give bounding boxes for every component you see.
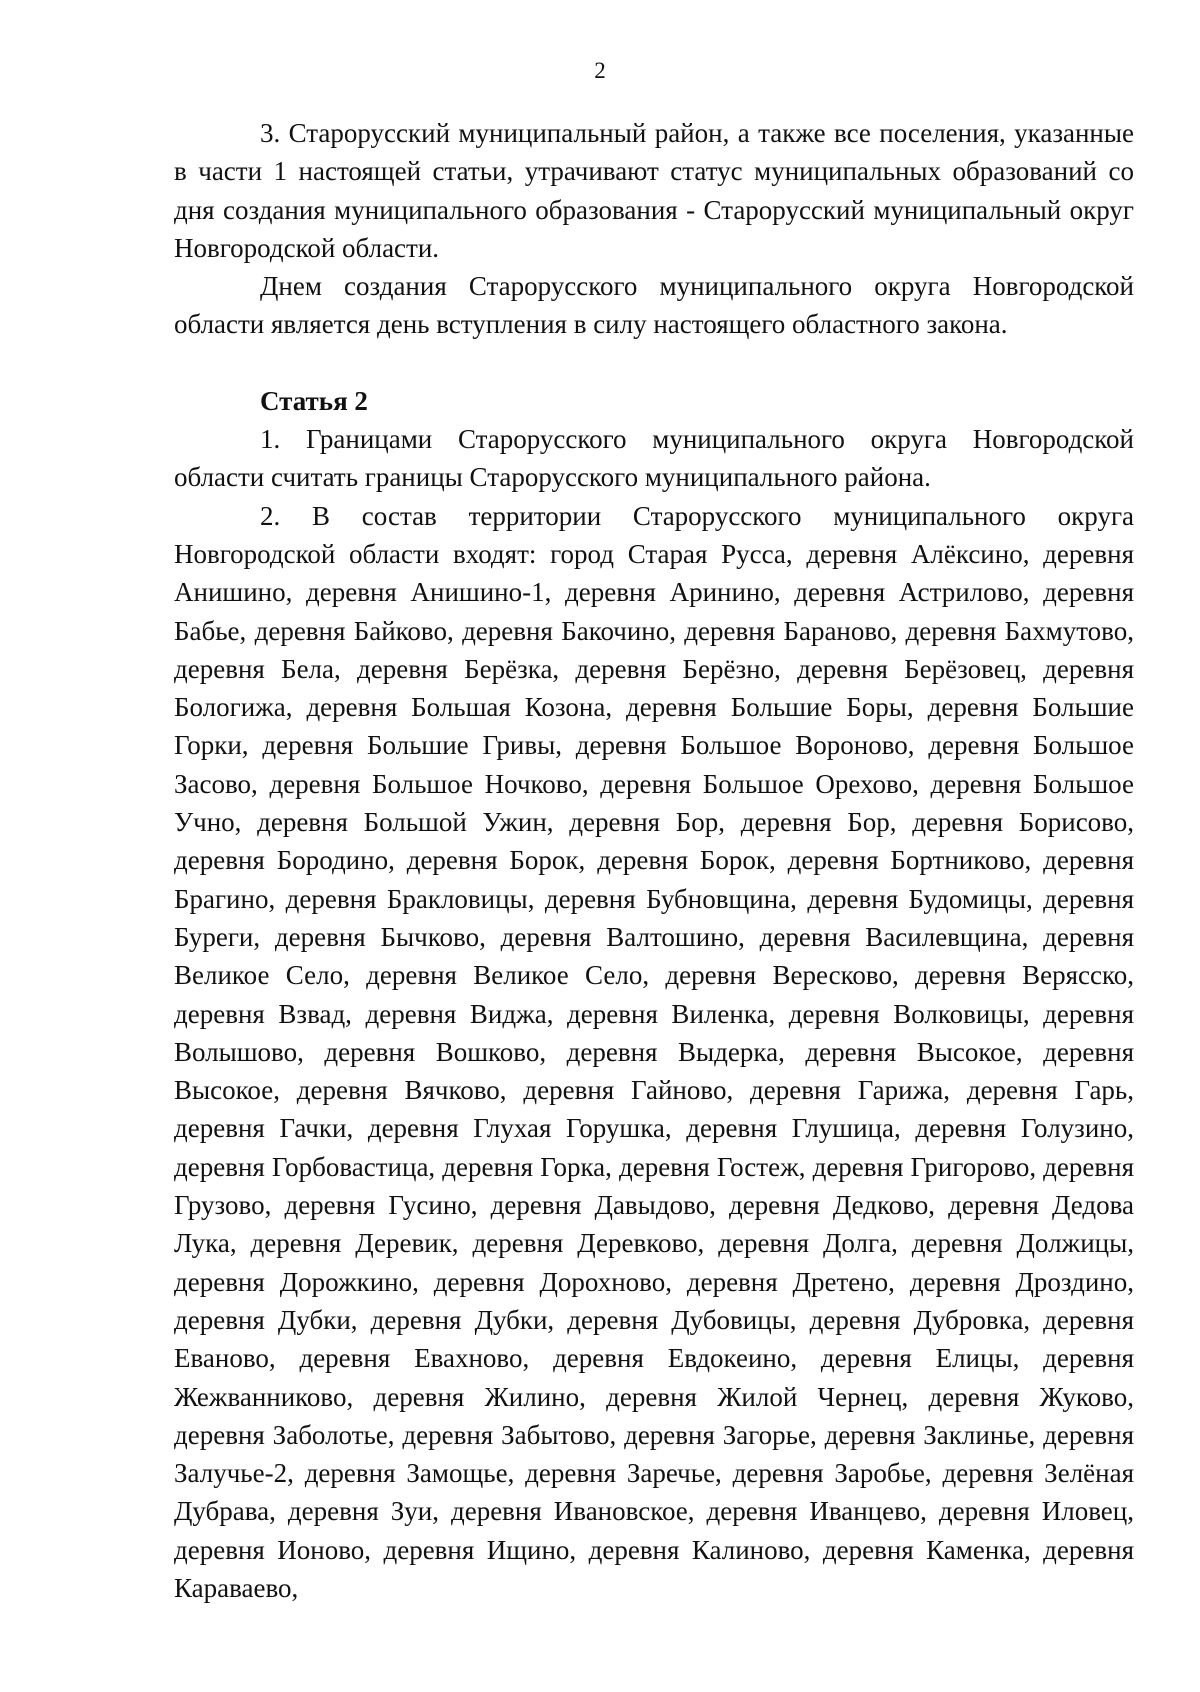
paragraph-status-loss: 3. Старорусский муниципальный район, а также все поселения, указанные в части 1 настоящей статьи, утрачивают статус муниципальных образований со дня создания муниципального образования - Старорусский муниципальный округ Новгородской области.: [174, 118, 1134, 263]
document-body: [174, 114, 1134, 1607]
paragraph-borders: 1. Границами Старорусского муниципального округа Новгородской области считать границы Старорусского муниципального района.: [174, 424, 1134, 493]
page-number: 2: [594, 58, 606, 83]
paragraph-creation-day: Днем создания Старорусского муниципального округа Новгородской области является день вступления в силу настоящего областного закона.: [174, 271, 1134, 340]
article-heading: Статья 2: [260, 385, 368, 416]
paragraph-territory-list: 2. В состав территории Старорусского муниципального округа Новгородской области входят: город Старая Русса, деревня Алёксино, деревня Анишино, деревня Анишино-1, деревня Аринино, деревня Астрилово, деревня Бабье, деревня Байково, деревня Бакочино, деревня Бараново, деревня Бахмутово, деревня Бела, деревня Берёзка, деревня Берёзно, деревня Берёзовец, деревня Бологижа, деревня Большая Козона, деревня Большие Боры, деревня Большие Горки, деревня Большие Гривы, деревня Большое Вороново, деревня Большое Засово, деревня Большое Ночково, деревня Большое Орехово, деревня Большое Учно, деревня Большой Ужин, деревня Бор, деревня Бор, деревня Борисово, деревня Бородино, деревня Борок, деревня Борок, деревня Бортниково, деревня Брагино, деревня Бракловицы, деревня Бубновщина, деревня Будомицы, деревня Буреги, деревня Бычково, деревня Валтошино, деревня Василевщина, деревня Великое Село, деревня Великое Село, деревня Вересково, деревня Верясско, деревня Взвад, деревня Виджа, деревня Виленка, деревня Волковицы, деревня Волышово, деревня Вошково, деревня Выдерка, деревня Высокое, деревня Высокое, деревня Вячково, деревня Гайново, деревня Гарижа, деревня Гарь, деревня Гачки, деревня Глухая Горушка, деревня Глушица, деревня Голузино, деревня Горбовастица, деревня Горка, деревня Гостеж, деревня Григорово, деревня Грузово, деревня Гусино, деревня Давыдово, деревня Дедково, деревня Дедова Лука, деревня Деревик, деревня Деревково, деревня Долга, деревня Должицы, деревня Дорожкино, деревня Дорохново, деревня Дретено, деревня Дроздино, деревня Дубки, деревня Дубки, деревня Дубовицы, деревня Дубровка, деревня Еваново, деревня Евахново, деревня Евдокеино, деревня Елицы, деревня Жежванниково, деревня Жилино, деревня Жилой Чернец, деревня Жуково, деревня Заболотье, деревня Забытово, деревня Загорье, деревня Заклинье, деревня Залучье-2, деревня Замощье, деревня Заречье, деревня Заробье, деревня Зелёная Дубрава, деревня Зуи, деревня Ивановское, деревня Иванцево, деревня Иловец, деревня Ионово, деревня Ищино, деревня Калиново, деревня Каменка, деревня Караваево,: [174, 500, 1134, 1603]
